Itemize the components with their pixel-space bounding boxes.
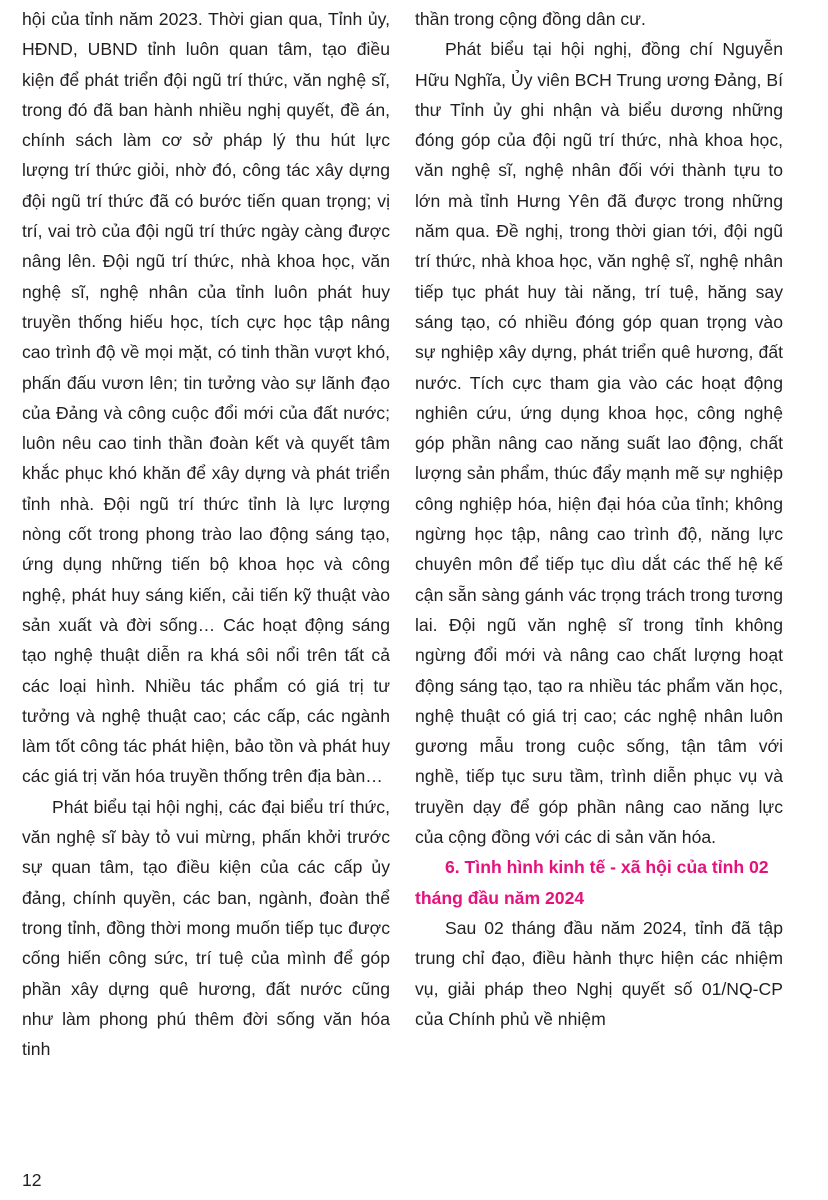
left-column: [22, 4, 390, 1064]
right-column: [415, 4, 783, 1034]
right-paragraph-2: Phát biểu tại hội nghị, đồng chí Nguyễn Hữu Nghĩa, Ủy viên BCH Trung ương Đảng, Bí thư Tỉnh ủy ghi nhận và biểu dương những đóng góp của đội ngũ trí thức, nhà khoa học, văn nghệ sĩ, nghệ nhân đối với thành tựu to lớn mà tỉnh Hưng Yên đã được trong những năm qua. Đề nghị, trong thời gian tới, đội ngũ trí thức, nhà khoa học, văn nghệ sĩ, nghệ nhân tiếp tục phát huy tài năng, trí tuệ, hăng say sáng tạo, có nhiều đóng góp quan trọng vào sự nghiệp xây dựng, phát triển quê hương, đất nước. Tích cực tham gia vào các hoạt động nghiên cứu, ứng dụng khoa học, công nghệ góp phần nâng cao năng suất lao động, chất lượng sản phẩm, thúc đẩy mạnh mẽ sự nghiệp công nghiệp hóa, hiện đại hóa của tỉnh; không ngừng học tập, nâng cao trình độ, năng lực chuyên môn để tiếp tục dìu dắt các thế hệ kế cận sẵn sàng gánh vác trọng trách trong tương lai. Đội ngũ văn nghệ sĩ trong tỉnh không ngừng đổi mới và nâng cao chất lượng hoạt động sáng tạo, tạo ra nhiều tác phẩm văn học, nghệ thuật có giá trị cao; các nghệ nhân luôn gương mẫu trong cuộc sống, tận tâm với nghề, tiếp tục sưu tầm, trình diễn phục vụ và truyền dạy để góp phần nâng cao năng lực của cộng đồng với các di sản văn hóa.: [415, 39, 783, 848]
document-page: [22, 0, 810, 1200]
right-paragraph-3: Sau 02 tháng đầu năm 2024, tỉnh đã tập trung chỉ đạo, điều hành thực hiện các nhiệm vụ, giải pháp theo Nghị quyết số 01/NQ-CP của Chính phủ về nhiệm: [415, 917, 783, 1029]
right-paragraph-1: thần trong cộng đồng dân cư.: [415, 9, 646, 29]
left-paragraph-2: Phát biểu tại hội nghị, các đại biểu trí thức, văn nghệ sĩ bày tỏ vui mừng, phấn khởi trước sự quan tâm, tạo điều kiện của các cấp ủy đảng, chính quyền, các ban, ngành, đoàn thể trong tỉnh, đồng thời mong muốn tiếp tục được cống hiến công sức, trí tuệ của mình để góp phần xây dựng quê hương, đất nước cũng như làm phong phú thêm đời sống văn hóa tinh: [22, 796, 390, 1060]
page-number: 12: [22, 1170, 42, 1190]
left-paragraph-1: hội của tỉnh năm 2023. Thời gian qua, Tỉnh ủy, HĐND, UBND tỉnh luôn quan tâm, tạo điều kiện để phát triển đội ngũ trí thức, văn nghệ sĩ, trong đó đã ban hành nhiều nghị quyết, đề án, chính sách làm cơ sở pháp lý thu hút lực lượng trí thức giỏi, nhờ đó, công tác xây dựng đội ngũ trí thức đã có bước tiến quan trọng; vị trí, vai trò của đội ngũ trí thức ngày càng được nâng lên. Đội ngũ trí thức, nhà khoa học, văn nghệ sĩ, nghệ nhân của tỉnh luôn phát huy truyền thống hiếu học, tích cực học tập nâng cao trình độ về mọi mặt, có tinh thần vượt khó, phấn đấu vươn lên; tin tưởng vào sự lãnh đạo của Đảng và công cuộc đổi mới của đất nước; luôn nêu cao tinh thần đoàn kết và quyết tâm khắc phục khó khăn để xây dựng và phát triển tỉnh nhà. Đội ngũ trí thức tỉnh là lực lượng nòng cốt trong phong trào lao động sáng tạo, ứng dụng những tiến bộ khoa học và công nghệ, phát huy sáng kiến, cải tiến kỹ thuật vào sản xuất và đời sống… Các hoạt động sáng tạo nghệ thuật diễn ra khá sôi nổi trên tất cả các loại hình. Nhiều tác phẩm có giá trị tư tưởng và nghệ thuật cao; các cấp, các ngành làm tốt công tác phát hiện, bảo tồn và phát huy các giá trị văn hóa truyền thống trên địa bàn…: [22, 9, 390, 787]
section-heading: 6. Tình hình kinh tế - xã hội của tỉnh 02 tháng đầu năm 2024: [415, 857, 769, 908]
